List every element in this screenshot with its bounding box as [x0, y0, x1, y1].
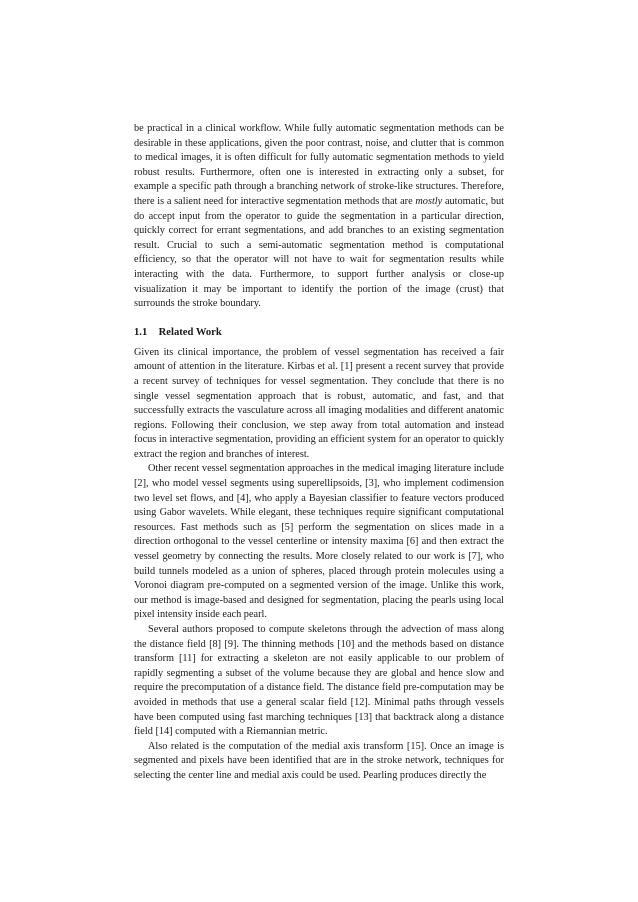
intro-paragraph — [134, 122, 504, 312]
section-heading — [134, 326, 504, 340]
paragraph-related-work-4: Also related is the computation of the medial axis transform [15]. Once an image is segmented and pixels have been identified that are in the stroke network, techniques for selecting the center line and medial axis could be used. Pearling produces directly the — [134, 740, 504, 781]
emphasis-mostly: mostly — [415, 195, 443, 207]
paragraph-related-work-3: Several authors proposed to compute skeletons through the advection of mass along the distance field [8] [9]. The thinning methods [10] and the methods based on distance transform [11] for extracting a skeleton are not easily applicable to our problem of rapidly segmenting a subset of the volume because they are global and hence slow and require the precomputation of a distance field. The distance field pre-computation may be avoided in methods that use a general scalar field [12]. Minimal paths through vessels have been computed using fast marching techniques [13] that backtrack along a distance field [14] computed with a Riemannian metric. — [134, 624, 504, 738]
paragraph-related-work-2: Other recent vessel segmentation approaches in the medical imaging literature include [2], who model vessel segments using superellipsoids, [3], who implement codimension two level set flows, and [4], who apply a Bayesian classifier to feature vectors produced using Gabor wavelets. While elegant, these techniques require significant computational resources. Fast methods such as [5] perform the segmentation on slices made in a direction orthogonal to the vessel centerline or intensity maxima [6] and then extract the vessel geometry by connecting the results. More closely related to our work is [7], who build tunnels modeled as a union of spheres, placed through protein molecules using a Voronoi diagram pre-computed on a segmented version of the image. Unlike this work, our method is image-based and designed for segmentation, placing the pearls using local pixel intensity inside each pearl. — [134, 463, 504, 621]
section-title: Related Work — [158, 326, 222, 338]
paragraph-related-work-1: Given its clinical importance, the problem of vessel segmentation has received a fair amount of attention in the literature. Kirbas et al. [1] present a recent survey that provide a recent survey of techniques for vessel segmentation. They conclude that there is no single vessel segmentation approach that is robust, automatic, and fast, and that successfully extracts the vasculature across all imaging modalities and different anatomic regions. Following their conclusion, we step away from total automation and instead focus in interactive segmentation, providing an efficient system for an operator to quickly extract the region and branches of interest. — [134, 346, 504, 460]
intro-text-before-emphasis: be practical in a clinical workflow. While fully automatic segmentation methods can be desirable in these applications, given the poor contrast, noise, and clutter that is common to medical images, it is often difficult for fully automatic segmentation methods to yield robust results. Furthermore, often one is interested in extracting only a subset, for example a specific path through a branching network of stroke-like structures. Therefore, there is a salient need for interactive segmentation methods that are — [134, 123, 504, 207]
section-number: 1.1 — [134, 326, 148, 338]
intro-text-after-emphasis: automatic, but do accept input from the operator to guide the segmentation in a particular direction, quickly correct for errant segmentations, and add branches to an existing segmentation result. Crucial to such a semi-automatic segmentation method is computational efficiency, so that the operator will not have to wait for segmentation results while interacting with the data. Furthermore, to support further analysis or close-up visualization it may be important to identify the portion of the image (crust) that surrounds the stroke boundary. — [134, 195, 504, 310]
text-column — [134, 122, 504, 784]
